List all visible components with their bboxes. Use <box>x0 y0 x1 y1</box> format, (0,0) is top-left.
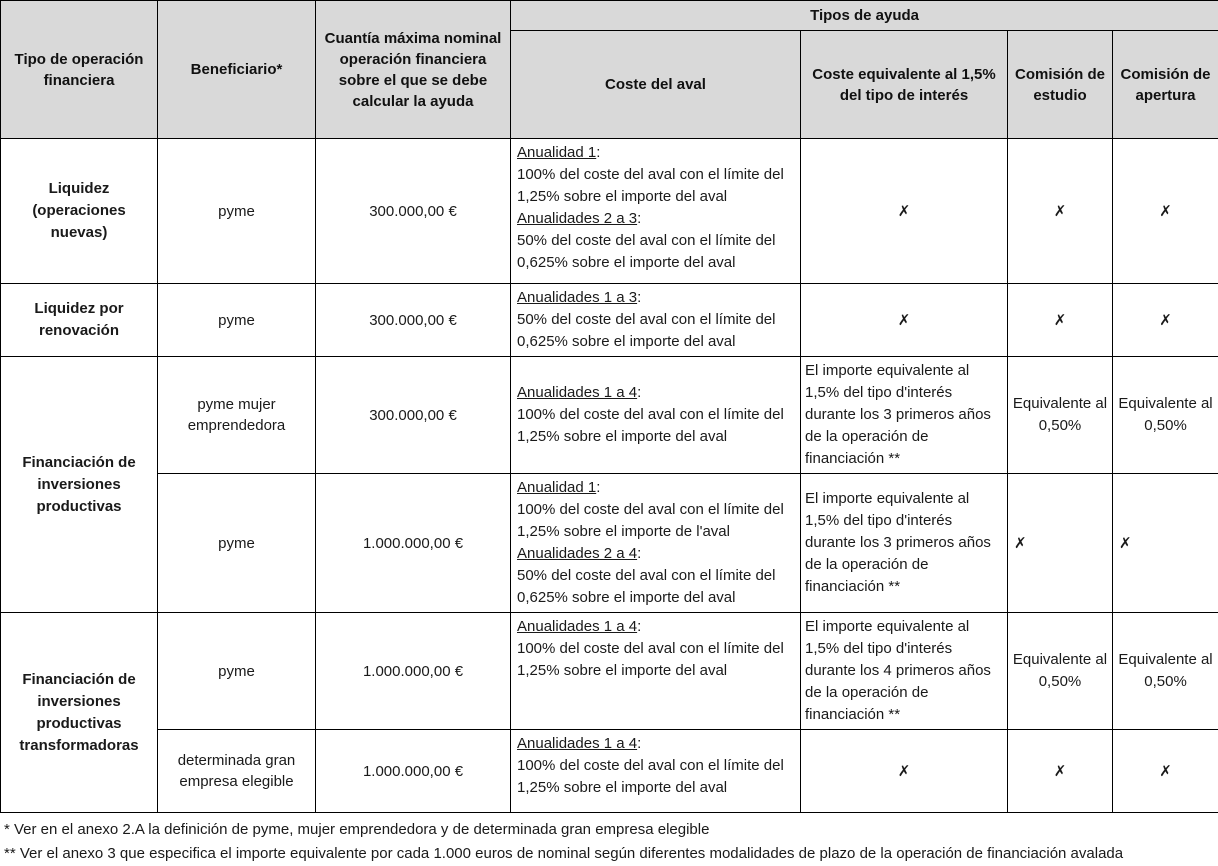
header-comision-apertura: Comisión de apertura <box>1113 31 1218 139</box>
header-comision-estudio: Comisión de estudio <box>1008 31 1113 139</box>
header-tipo-operacion: Tipo de operación financiera <box>1 1 158 139</box>
aval-text: 50% del coste del aval con el límite del 0,625% sobre el importe del aval <box>517 232 775 271</box>
cell-coste-equivalente-mark: ✗ <box>801 730 1008 813</box>
aval-paragraph <box>517 287 794 353</box>
aval-paragraph <box>517 142 794 208</box>
cell-comision-estudio: Equivalente al 0,50% <box>1008 357 1113 474</box>
cell-tipo-operacion: Liquidez (operaciones nuevas) <box>1 139 158 284</box>
header-beneficiario: Beneficiario* <box>158 1 316 139</box>
cell-coste-aval <box>511 284 801 357</box>
aval-label: Anualidad 1 <box>517 144 596 161</box>
cell-coste-aval <box>511 357 801 474</box>
aval-label: Anualidades 1 a 4 <box>517 384 637 401</box>
cell-comision-estudio-mark: ✗ <box>1008 139 1113 284</box>
cell-beneficiario: pyme <box>158 284 316 357</box>
cell-beneficiario: pyme mujer emprendedora <box>158 357 316 474</box>
aval-label: Anualidades 1 a 4 <box>517 735 637 752</box>
aval-colon: : <box>637 545 641 562</box>
header-coste-equivalente: Coste equivalente al 1,5% del tipo de interés <box>801 31 1008 139</box>
header-row-top <box>1 1 1218 31</box>
table-row <box>1 357 1218 474</box>
aval-label: Anualidades 2 a 4 <box>517 545 637 562</box>
aval-colon: : <box>596 479 600 496</box>
cell-beneficiario: pyme <box>158 139 316 284</box>
aval-text: 100% del coste del aval con el límite del 1,25% sobre el importe de l'aval <box>517 501 784 540</box>
aval-colon: : <box>596 144 600 161</box>
aval-text: 100% del coste del aval con el límite del 1,25% sobre el importe del aval <box>517 166 784 205</box>
aval-text: 50% del coste del aval con el límite del 0,625% sobre el importe del aval <box>517 311 775 350</box>
cell-cuantia: 1.000.000,00 € <box>316 474 511 613</box>
cell-coste-equivalente: El importe equivalente al 1,5% del tipo d'interés durante los 4 primeros años de la operación de financiación ** <box>801 613 1008 730</box>
table-row <box>1 474 1218 613</box>
cell-coste-aval <box>511 613 801 730</box>
table-row <box>1 613 1218 730</box>
aval-paragraph <box>517 616 794 682</box>
cell-tipo-operacion: Liquidez por renovación <box>1 284 158 357</box>
cell-comision-apertura: Equivalente al 0,50% <box>1113 357 1218 474</box>
cell-tipo-operacion: Financiación de inversiones productivas transformadoras <box>1 613 158 813</box>
cell-comision-estudio: Equivalente al 0,50% <box>1008 613 1113 730</box>
cell-cuantia: 300.000,00 € <box>316 357 511 474</box>
footnote-anexo-2a: * Ver en el anexo 2.A la definición de pyme, mujer emprendedora y de determinada gran empresa elegible <box>4 818 1214 842</box>
cell-comision-estudio-mark: ✗ <box>1008 474 1113 613</box>
cell-tipo-operacion: Financiación de inversiones productivas <box>1 357 158 613</box>
aval-colon: : <box>637 384 641 401</box>
cell-coste-equivalente-mark: ✗ <box>801 284 1008 357</box>
aval-colon: : <box>637 735 641 752</box>
cell-comision-apertura-mark: ✗ <box>1113 730 1218 813</box>
cell-coste-equivalente: El importe equivalente al 1,5% del tipo d'interés durante los 3 primeros años de la operación de financiación ** <box>801 357 1008 474</box>
table-row <box>1 284 1218 357</box>
footnotes <box>0 813 1218 866</box>
cell-coste-equivalente-mark: ✗ <box>801 139 1008 284</box>
aval-label: Anualidad 1 <box>517 479 596 496</box>
cell-coste-aval <box>511 474 801 613</box>
aval-text: 100% del coste del aval con el límite del 1,25% sobre el importe del aval <box>517 757 784 796</box>
aval-colon: : <box>637 618 641 635</box>
aval-label: Anualidades 1 a 4 <box>517 618 637 635</box>
cell-comision-apertura: Equivalente al 0,50% <box>1113 613 1218 730</box>
aval-colon: : <box>637 210 641 227</box>
aval-label: Anualidades 2 a 3 <box>517 210 637 227</box>
cell-beneficiario: pyme <box>158 613 316 730</box>
cell-beneficiario: determinada gran empresa elegible <box>158 730 316 813</box>
aval-text: 50% del coste del aval con el límite del 0,625% sobre el importe del aval <box>517 567 775 606</box>
cell-comision-estudio-mark: ✗ <box>1008 284 1113 357</box>
header-coste-del-aval: Coste del aval <box>511 31 801 139</box>
cell-comision-apertura-mark: ✗ <box>1113 474 1218 613</box>
footnote-anexo-3: ** Ver el anexo 3 que especifica el importe equivalente por cada 1.000 euros de nominal según diferentes modalidades de plazo de la operación de financiación avalada <box>4 842 1214 866</box>
cell-beneficiario: pyme <box>158 474 316 613</box>
aval-paragraph <box>517 477 794 543</box>
aval-paragraph <box>517 733 794 799</box>
aval-label: Anualidades 1 a 3 <box>517 289 637 306</box>
header-cuantia-maxima: Cuantía máxima nominal operación financiera sobre el que se debe calcular la ayuda <box>316 1 511 139</box>
aval-text: 100% del coste del aval con el límite del 1,25% sobre el importe del aval <box>517 406 784 445</box>
aval-paragraph <box>517 208 794 274</box>
cell-coste-aval <box>511 139 801 284</box>
cell-cuantia: 1.000.000,00 € <box>316 613 511 730</box>
cell-coste-equivalente: El importe equivalente al 1,5% del tipo d'interés durante los 3 primeros años de la operación de financiación ** <box>801 474 1008 613</box>
header-tipos-de-ayuda: Tipos de ayuda <box>511 1 1218 31</box>
cell-cuantia: 300.000,00 € <box>316 284 511 357</box>
cell-coste-aval <box>511 730 801 813</box>
cell-comision-apertura-mark: ✗ <box>1113 284 1218 357</box>
table-row <box>1 139 1218 284</box>
cell-cuantia: 300.000,00 € <box>316 139 511 284</box>
aval-paragraph <box>517 543 794 609</box>
aval-text: 100% del coste del aval con el límite del 1,25% sobre el importe del aval <box>517 640 784 679</box>
aval-colon: : <box>637 289 641 306</box>
cell-comision-estudio-mark: ✗ <box>1008 730 1113 813</box>
aval-paragraph <box>517 382 794 448</box>
cell-cuantia: 1.000.000,00 € <box>316 730 511 813</box>
table-row <box>1 730 1218 813</box>
cell-comision-apertura-mark: ✗ <box>1113 139 1218 284</box>
